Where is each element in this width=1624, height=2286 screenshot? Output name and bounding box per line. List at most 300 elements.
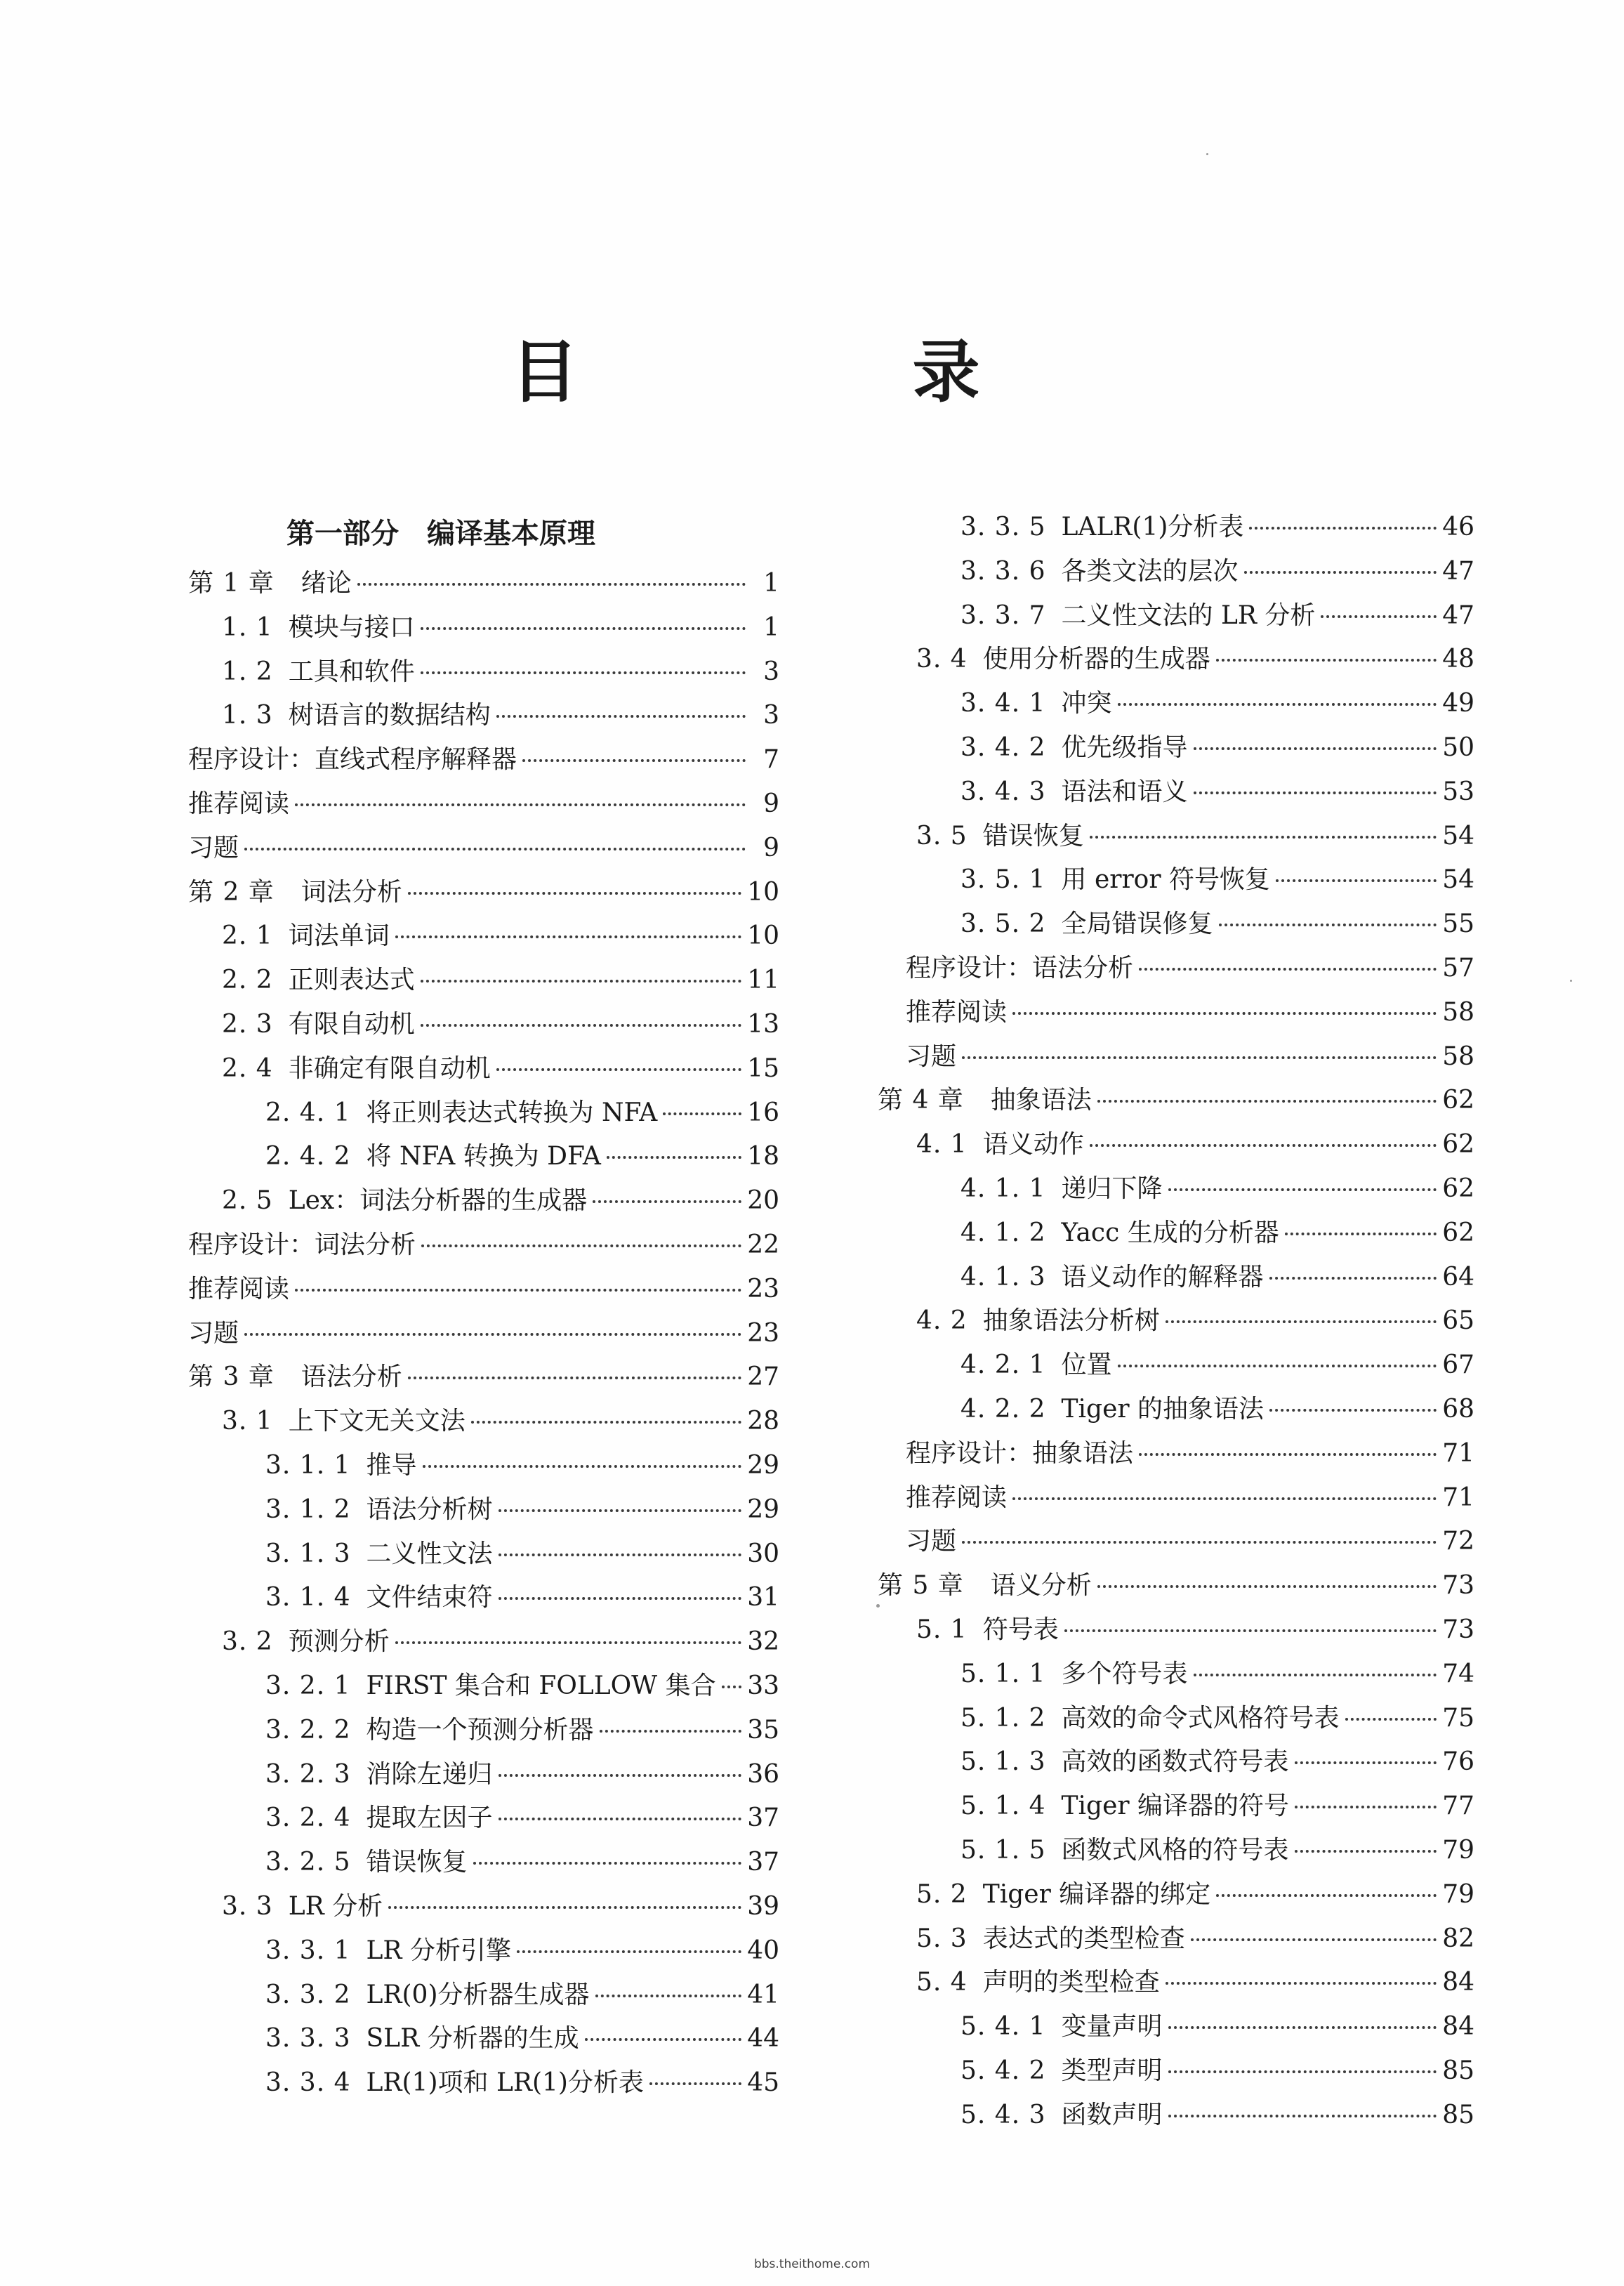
toc-entry-page: 22 [747,1230,779,1259]
toc-entry-title: 提取左因子 [366,1804,493,1833]
toc-entry-title: 各类文法的层次 [1061,556,1239,586]
dot-leader [962,1541,1437,1544]
toc-entry-title: 语法和语义 [1061,777,1188,806]
dot-leader [496,715,746,718]
toc-entry-number: 3. 4. 3 [960,777,1046,806]
toc-entry [878,1697,1474,1741]
toc-entry-title: 优先级指导 [1061,733,1188,762]
toc-entry-title: 二义性文法的 LR 分析 [1061,600,1316,630]
toc-entry-page: 79 [1442,1879,1474,1909]
dot-leader [421,627,746,630]
toc-entry-number: 3. 5 [916,821,968,850]
toc-entry-page: 62 [1442,1174,1474,1203]
toc-entry [878,815,1474,859]
toc-entry-page: 31 [747,1583,779,1612]
toc-entry [188,1885,779,1929]
dot-leader [471,1421,741,1424]
dot-leader [1216,659,1437,662]
toc-entry [188,782,779,827]
toc-entry-page: 73 [1442,1615,1474,1644]
toc-entry-number: 5. 3 [916,1924,968,1953]
toc-entry-title: 位置 [1061,1351,1112,1380]
toc-entry-page: 72 [1442,1527,1474,1556]
toc-entry-number: 3. 3. 1 [265,1936,351,1965]
part-heading: 第一部分 编译基本原理 [286,517,595,550]
toc-entry-title: 习题 [906,1527,957,1556]
toc-entry-page: 32 [747,1627,779,1657]
dot-leader [1166,1982,1437,1985]
toc-entry-number: 3. 2. 4 [265,1804,351,1833]
dot-leader [1139,1453,1437,1456]
toc-entry [878,1829,1474,1873]
toc-entry [878,1299,1474,1344]
dot-leader [473,1862,742,1865]
toc-entry-title: 上下文无关文法 [288,1407,466,1436]
toc-entry-number: 5. 1. 3 [960,1747,1046,1777]
toc-entry [188,1047,779,1091]
toc-entry-title: 函数式风格的符号表 [1061,1835,1289,1865]
toc-entry-title: 词法分析 [301,877,402,907]
toc-entry-page: 49 [1442,689,1474,718]
dot-leader [1064,1629,1437,1632]
toc-entry-number: 4. 1. 1 [960,1174,1046,1203]
dot-leader [395,1641,741,1644]
toc-entry-title: 消除左递归 [366,1759,493,1789]
toc-entry-title: 习题 [188,1318,239,1348]
toc-entry-title: 语义分析 [990,1571,1092,1601]
toc-entry-title: 语义动作 [982,1130,1084,1160]
toc-entry-page: 58 [1442,997,1474,1027]
toc-entry-title: Tiger 编译器的绑定 [982,1879,1211,1909]
toc-entry-title: 模块与接口 [288,612,415,642]
toc-entry [878,991,1474,1035]
toc-entry [878,1167,1474,1211]
dot-leader [649,2082,741,2085]
toc-entry [188,1973,779,2018]
toc-entry-number: 2. 4 [222,1053,273,1083]
toc-entry-title: 全局错误修复 [1061,909,1213,939]
toc-entry-number: 4. 1 [916,1130,968,1160]
toc-entry-number: 3. 3 [222,1891,273,1921]
toc-entry-title: Tiger 编译器的符号 [1061,1792,1290,1821]
toc-entry-page: 37 [747,1804,779,1833]
dot-leader [1216,1894,1437,1897]
toc-entry [878,1564,1474,1608]
dot-leader [1090,836,1437,839]
dot-leader [1321,615,1437,618]
dot-leader [522,759,746,762]
toc-entry-title: FIRST 集合和 FOLLOW 集合 [366,1671,716,1700]
toc-entry-page: 45 [747,2068,779,2098]
toc-entry-page: 68 [1442,1394,1474,1424]
dot-leader [295,1289,741,1292]
toc-entry [188,606,779,650]
toc-entry [188,738,779,782]
dot-leader [499,1553,742,1556]
toc-entry-page: 82 [1442,1924,1474,1953]
toc-entry-title: 推荐阅读 [906,997,1008,1027]
dot-leader [1168,1188,1437,1191]
toc-entry-page: 44 [747,2024,779,2054]
toc-entry-number: 3. 2. 5 [265,1848,351,1877]
toc-entry-page: 37 [747,1848,779,1877]
toc-entry-title: 将 NFA 转换为 DFA [366,1142,601,1171]
toc-entry-title: Tiger 的抽象语法 [1061,1394,1265,1424]
toc-entry-title: 绪论 [301,569,352,598]
toc-entry-number: 2. 2 [222,966,273,995]
toc-entry [188,2061,779,2106]
dot-leader [499,1818,742,1820]
toc-entry-title: 推导 [366,1450,417,1480]
toc-entry-page: 33 [747,1671,779,1700]
toc-entry [188,1841,779,1885]
dot-leader [408,892,741,895]
toc-entry [878,2094,1474,2138]
toc-entry [878,1079,1474,1123]
toc-entry [188,1179,779,1223]
toc-entry-number: 3. 4 [916,645,968,674]
toc-entry [188,2017,779,2061]
dot-leader [1295,1850,1437,1853]
toc-entry-number: 3. 2. 3 [265,1759,351,1789]
toc-entry-number: 3. 2. 1 [265,1671,351,1700]
toc-entry-page: 62 [1442,1130,1474,1160]
dot-leader [1269,1277,1437,1280]
toc-entry-title: 抽象语法分析树 [982,1306,1160,1336]
dot-leader [1168,2026,1437,2029]
toc-entry-number: 第 4 章 [878,1086,964,1115]
toc-entry-title: LR 分析引擎 [366,1936,511,1965]
dot-leader [1097,1100,1437,1103]
toc-entry-page: 85 [1442,2056,1474,2085]
toc-entry-page: 10 [747,877,779,907]
toc-entry [188,1664,779,1709]
toc-entry-number: 2. 5 [222,1186,273,1216]
dot-leader [499,1774,742,1777]
dot-leader [1285,1233,1437,1235]
toc-entry-title: 非确定有限自动机 [288,1053,491,1083]
toc-entry-page: 40 [747,1936,779,1965]
toc-entry-number: 1. 3 [222,701,273,730]
toc-entry-page: 23 [747,1318,779,1348]
toc-entry-title: 推荐阅读 [188,1274,290,1303]
toc-entry [188,1400,779,1444]
toc-entry-page: 84 [1442,2012,1474,2042]
toc-entry [878,594,1474,638]
toc-entry-page: 74 [1442,1659,1474,1688]
toc-entry-title: 符号表 [982,1615,1059,1644]
toc-entry-page: 16 [747,1098,779,1127]
toc-entry-page: 9 [763,833,779,862]
toc-entry-title: 表达式的类型检查 [982,1924,1185,1953]
toc-entry-number: 5. 1. 4 [960,1792,1046,1821]
toc-entry-title: 函数声明 [1061,2100,1163,2129]
toc-entry-page: 10 [747,921,779,951]
toc-entry-number: 5. 4. 3 [960,2100,1046,2129]
scan-speck [1206,153,1208,155]
toc-entry-number: 3. 3. 5 [960,513,1046,541]
toc-entry-number: 4. 2. 2 [960,1394,1046,1424]
dot-leader [607,1156,741,1159]
dot-leader [244,1333,741,1336]
toc-entry-page: 46 [1442,513,1474,541]
toc-entry-title: 程序设计：语法分析 [906,953,1134,983]
dot-leader [1249,527,1437,530]
dot-leader [585,2038,742,2041]
dot-leader [722,1686,742,1688]
toc-entry-number: 5. 2 [916,1879,968,1909]
toc-entry-title: 程序设计：抽象语法 [906,1438,1134,1468]
toc-entry-page: 29 [747,1495,779,1524]
toc-entry-title: LALR(1)分析表 [1061,513,1244,541]
toc-entry-number: 第 3 章 [188,1362,275,1392]
toc-entry [878,1256,1474,1300]
toc-entry-title: 递归下降 [1061,1174,1163,1203]
toc-entry-title: 正则表达式 [288,966,415,995]
toc-entry-number: 3. 3. 6 [960,556,1046,586]
toc-entry-number: 3. 2 [222,1627,273,1657]
toc-entry-page: 53 [1442,777,1474,806]
toc-entry-page: 54 [1442,865,1474,895]
toc-entry [188,1312,779,1356]
toc-entry-title: 语义动作的解释器 [1061,1262,1264,1292]
toc-entry [878,770,1474,815]
dot-leader [1012,1012,1437,1015]
toc-entry [878,858,1474,902]
toc-entry [188,1488,779,1532]
dot-leader [1269,1409,1437,1412]
toc-entry-page: 75 [1442,1703,1474,1733]
toc-entry [878,1740,1474,1785]
toc-entry [188,1753,779,1797]
footer-watermark: bbs.theithome.com [753,2257,871,2271]
toc-entry-number: 2. 4. 2 [265,1142,351,1171]
toc-list-left [188,562,779,2106]
toc-entry-title: Lex：词法分析器的生成器 [288,1186,588,1216]
toc-entry [878,1653,1474,1697]
toc-entry [878,1961,1474,2005]
toc-entry [878,1211,1474,1256]
toc-entry [188,914,779,959]
toc-entry-number: 5. 4 [916,1968,968,1997]
toc-entry-title: 文件结束符 [366,1583,493,1612]
toc-entry [878,682,1474,726]
toc-entry [878,1432,1474,1476]
toc-entry-title: 词法单词 [288,921,390,951]
toc-entry [878,902,1474,947]
dot-leader [1244,571,1437,574]
toc-entry-number: 3. 3. 4 [265,2068,351,2098]
toc-entry-title: 程序设计：直线式程序解释器 [188,745,517,775]
toc-entry-page: 85 [1442,2100,1474,2129]
toc-entry-page: 77 [1442,1792,1474,1821]
toc-entry-page: 57 [1442,953,1474,983]
toc-entry-page: 58 [1442,1042,1474,1071]
toc-entry-page: 71 [1442,1438,1474,1468]
toc-entry [188,1003,779,1047]
toc-entry-page: 35 [747,1715,779,1745]
toc-entry-page: 62 [1442,1086,1474,1115]
toc-list-right [878,506,1474,2137]
toc-entry-page: 7 [763,745,779,775]
toc-entry-number: 4. 2. 1 [960,1351,1046,1380]
toc-entry-title: 习题 [906,1042,957,1071]
toc-entry-page: 27 [747,1362,779,1392]
dot-leader [408,1377,741,1379]
toc-entry [878,1520,1474,1564]
toc-entry-page: 9 [763,789,779,818]
dot-leader [421,980,741,983]
toc-entry-page: 3 [763,701,779,730]
toc-entry [878,2049,1474,2094]
dot-leader [1345,1718,1437,1721]
toc-entry-number: 2. 1 [222,921,273,951]
toc-entry-page: 62 [1442,1218,1474,1247]
toc-entry-page: 84 [1442,1968,1474,1997]
toc-entry-title: 推荐阅读 [906,1483,1008,1512]
toc-entry-page: 20 [747,1186,779,1216]
dot-leader [663,1112,741,1115]
toc-entry-page: 48 [1442,645,1474,674]
dot-leader [517,1950,741,1953]
toc-entry-title: LR(0)分析器生成器 [366,1980,590,2009]
toc-entry-page: 30 [747,1539,779,1568]
toc-entry [878,726,1474,770]
toc-entry [188,871,779,915]
dot-leader [357,583,746,586]
toc-entry-number: 3. 1. 3 [265,1539,351,1568]
toc-entry-page: 18 [747,1142,779,1171]
toc-entry [188,1796,779,1841]
toc-entry [188,1268,779,1312]
toc-entry-page: 13 [747,1009,779,1039]
scan-speck [1570,980,1572,982]
toc-entry [188,959,779,1003]
toc-entry-page: 65 [1442,1306,1474,1336]
toc-entry-number: 5. 1 [916,1615,968,1644]
toc-entry [878,550,1474,594]
toc-entry-number: 3. 3. 2 [265,1980,351,2009]
dot-leader [1168,2070,1437,2073]
dot-leader [1090,1144,1437,1147]
dot-leader [1295,1761,1437,1764]
dot-leader [421,671,746,674]
toc-entry [188,1355,779,1400]
dot-leader [499,1509,742,1512]
toc-entry [878,1476,1474,1520]
toc-entry-title: 使用分析器的生成器 [982,645,1210,674]
toc-entry-number: 4. 1. 2 [960,1218,1046,1247]
toc-entry-number: 2. 4. 1 [265,1098,351,1127]
toc-entry [878,1608,1474,1653]
dot-leader [600,1730,742,1733]
toc-entry-page: 15 [747,1053,779,1083]
toc-entry-title: 高效的命令式风格符号表 [1061,1703,1340,1733]
toc-entry-title: 二义性文法 [366,1539,493,1568]
toc-entry [878,1035,1474,1079]
dot-leader [1194,791,1437,794]
toc-entry-page: 28 [747,1407,779,1436]
toc-entry [878,1917,1474,1962]
dot-leader [962,1056,1437,1059]
toc-entry-number: 3. 5. 1 [960,865,1046,895]
toc-entry-number: 5. 1. 1 [960,1659,1046,1688]
dot-leader [595,1995,742,1997]
toc-entry-number: 第 5 章 [878,1571,964,1601]
toc-entry-title: 冲突 [1061,689,1112,718]
toc-entry-number: 5. 4. 2 [960,2056,1046,2085]
toc-entry-number: 3. 1. 1 [265,1450,351,1480]
toc-entry-title: 推荐阅读 [188,789,290,818]
toc-entry-page: 79 [1442,1835,1474,1865]
toc-entry-title: LR 分析 [288,1891,383,1921]
toc-entry-page: 64 [1442,1262,1474,1292]
dot-leader [423,1465,742,1468]
toc-entry [188,1091,779,1136]
toc-entry-title: SLR 分析器的生成 [366,2024,579,2054]
toc-entry [188,1532,779,1577]
toc-entry-page: 73 [1442,1571,1474,1601]
toc-entry-title: 有限自动机 [288,1009,415,1039]
dot-leader [421,1024,741,1027]
toc-entry-page: 47 [1442,556,1474,586]
toc-entry [188,1929,779,1973]
dot-leader [499,1597,742,1600]
toc-right-column [878,506,1474,2137]
dot-leader [1118,703,1437,706]
toc-entry [188,1444,779,1488]
dot-leader [395,935,741,938]
toc-entry-title: 预测分析 [288,1627,390,1657]
toc-entry-number: 3. 1. 2 [265,1495,351,1524]
toc-entry-page: 47 [1442,600,1474,630]
toc-entry-number: 第 1 章 [188,569,275,598]
toc-entry [188,1620,779,1664]
toc-entry-page: 76 [1442,1747,1474,1777]
dot-leader [1191,1938,1437,1941]
toc-entry-title: 多个符号表 [1061,1659,1188,1688]
toc-entry-title: 类型声明 [1061,2056,1163,2085]
toc-entry-page: 39 [747,1891,779,1921]
dot-leader [496,1068,741,1071]
toc-entry [188,827,779,871]
toc-entry-page: 36 [747,1759,779,1789]
dot-leader [421,1244,741,1247]
toc-entry [878,638,1474,682]
dot-leader [1194,747,1437,750]
toc-entry-number: 4. 2 [916,1306,968,1336]
dot-leader [1194,1674,1437,1676]
dot-leader [295,803,746,806]
toc-entry [878,2005,1474,2049]
toc-entry-title: 抽象语法 [990,1086,1092,1115]
toc-entry [188,562,779,606]
toc-entry [878,1123,1474,1167]
dot-leader [1168,2115,1437,2117]
toc-entry [878,1785,1474,1829]
toc-entry-number: 2. 3 [222,1009,273,1039]
toc-entry-number: 3. 3. 7 [960,600,1046,630]
toc-entry-number: 3. 2. 2 [265,1715,351,1745]
toc-entry [188,1709,779,1753]
dot-leader [388,1906,741,1909]
scan-speck [876,1604,880,1608]
toc-entry-title: 高效的函数式符号表 [1061,1747,1289,1777]
toc-entry [878,1873,1474,1917]
toc-entry-title: 语法分析树 [366,1495,493,1524]
toc-entry [188,650,779,695]
toc-entry-number: 5. 1. 5 [960,1835,1046,1865]
